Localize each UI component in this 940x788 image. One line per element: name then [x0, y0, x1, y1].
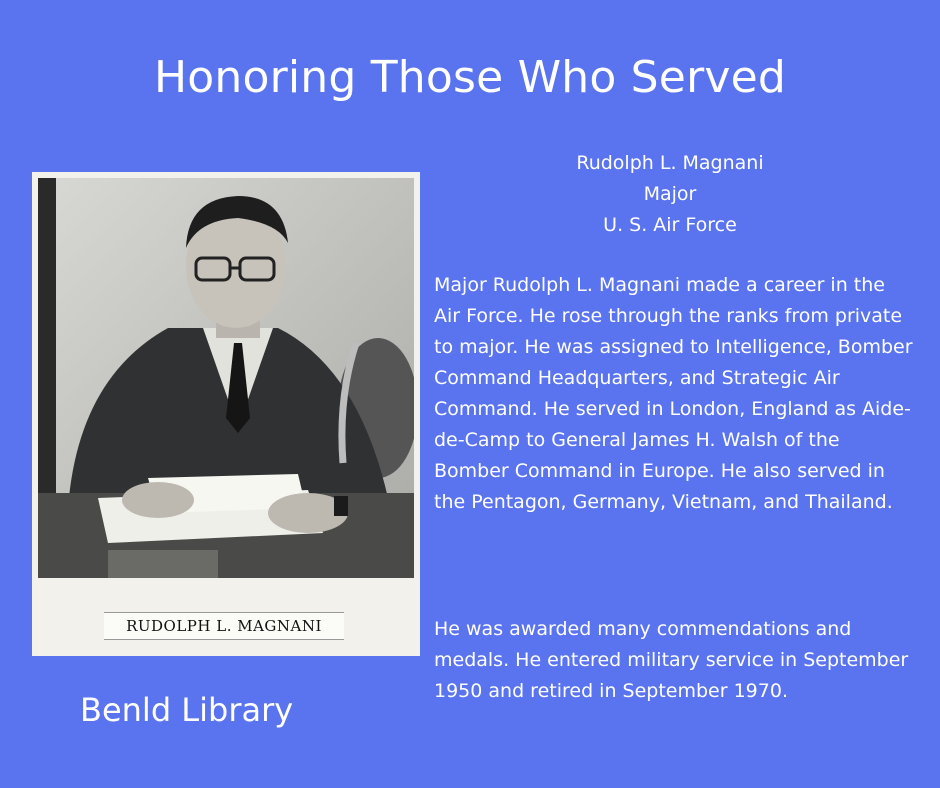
- bio-paragraph-2: He was awarded many commendations and medals. He entered military service in September 1950 and retired in September 1970.: [434, 618, 909, 702]
- honoree-rank: Major: [643, 183, 697, 205]
- bio-paragraph-1: Major Rudolph L. Magnani made a career in the Air Force. He rose through the ranks from private to major. He was assigned to Intelligence, Bomber Command Headquarters, and Strategic Air Command. He served in London, England as Aide-de-Camp to General James H. Walsh of the Bomber Command in Europe. He also served in the Pentagon, Germany, Vietnam, and Thailand.: [434, 274, 913, 513]
- honoree-name: Rudolph L. Magnani: [576, 152, 764, 174]
- library-name: Benld Library: [80, 691, 294, 729]
- portrait-photo-frame: [32, 172, 420, 656]
- portrait-photo: [38, 178, 414, 578]
- page-title: Honoring Those Who Served: [153, 52, 787, 103]
- honoree-branch: U. S. Air Force: [603, 214, 737, 236]
- portrait-image: [38, 178, 414, 578]
- photo-caption: RUDOLPH L. MAGNANI: [104, 612, 344, 640]
- honoree-header: [520, 148, 820, 241]
